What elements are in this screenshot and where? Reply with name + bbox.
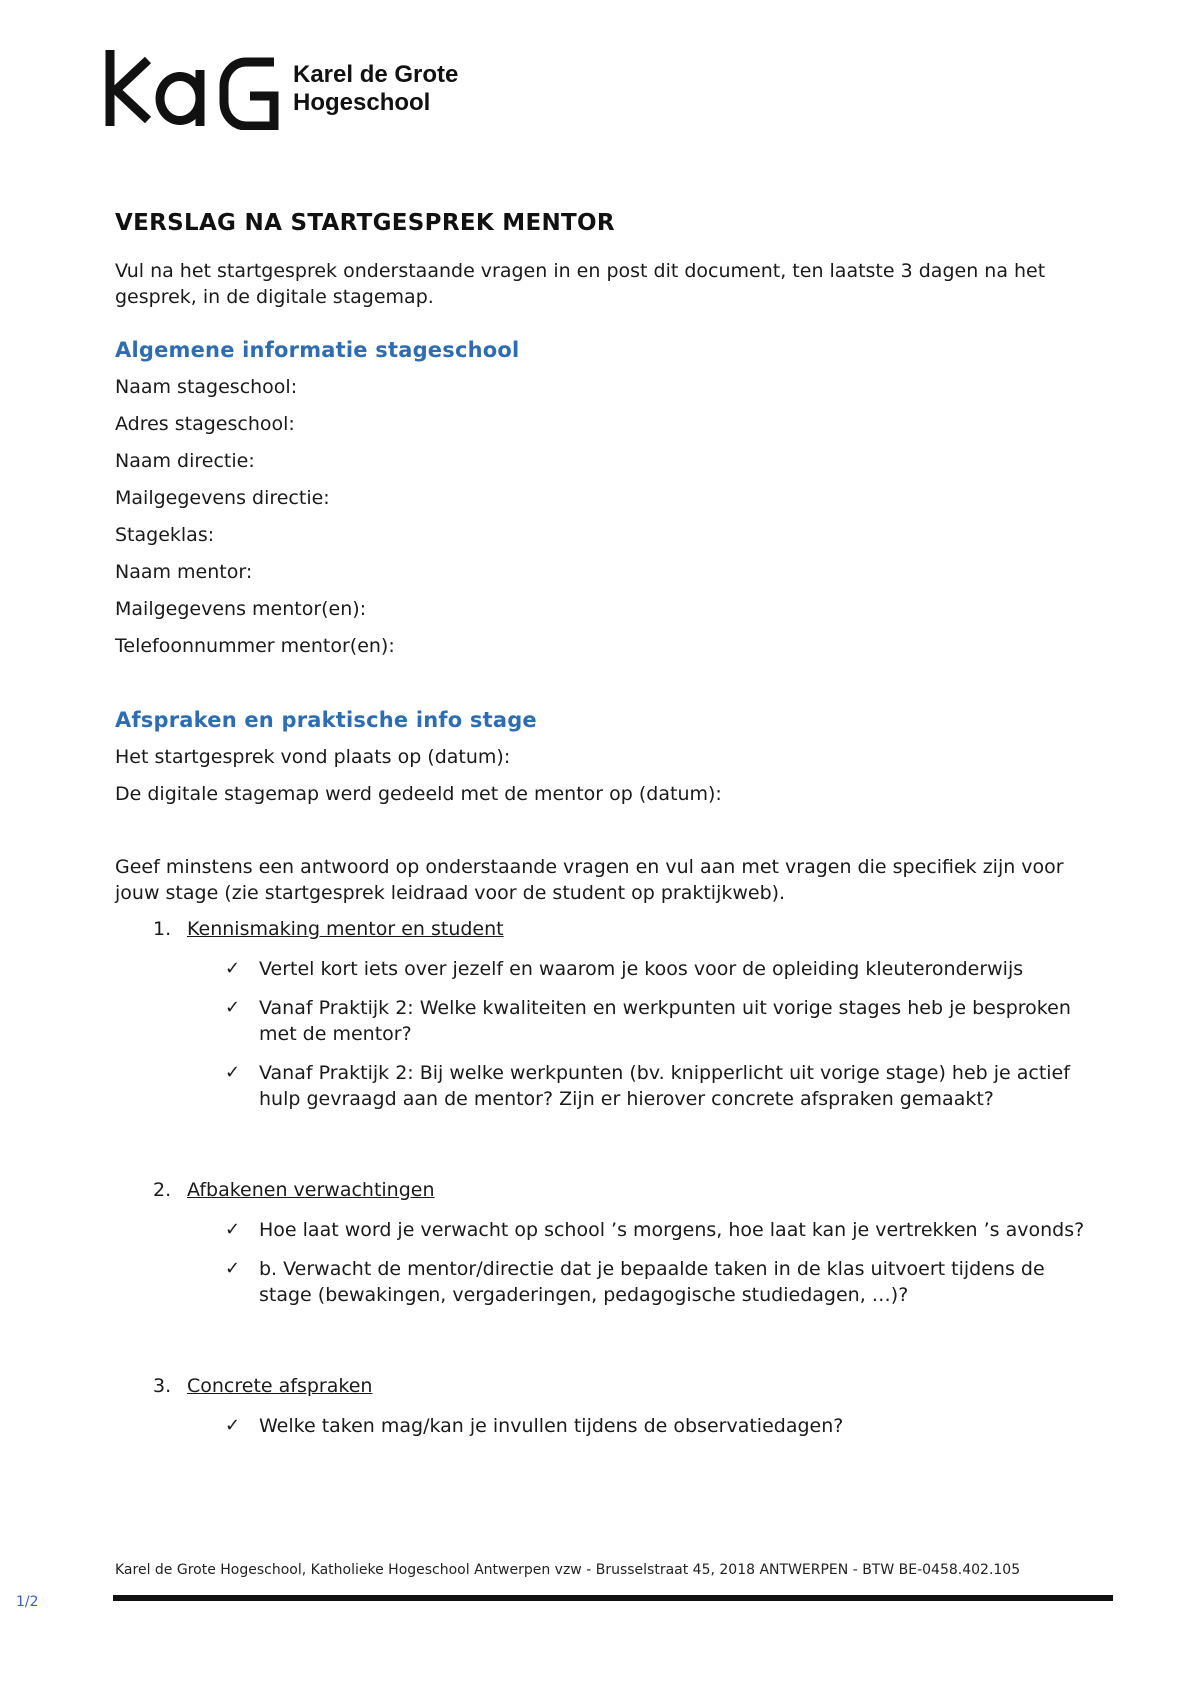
list-item-number: 2. [153, 1179, 172, 1201]
intro-paragraph: Vul na het startgesprek onderstaande vragen in en post dit document, ten laatste 3 dagen na het gesprek, in de digitale stagemap. [115, 260, 1046, 308]
list-item-title: Concrete afspraken [187, 1375, 373, 1397]
checklist-item [225, 1256, 1095, 1308]
checklist-text: Vertel kort iets over jezelf en waarom je koos voor de opleiding kleuteronderwijs [259, 958, 1024, 980]
field-mail-directie: Mailgegevens directie: [115, 487, 330, 509]
check-icon: ✓ [225, 1258, 241, 1279]
field-naam-stageschool: Naam stageschool: [115, 376, 298, 398]
list-item-heading [153, 1373, 1095, 1399]
footer-divider [113, 1595, 1113, 1601]
checklist-item [225, 1060, 1095, 1112]
field-stageklas: Stageklas: [115, 524, 215, 546]
checklist-text: b. Verwacht de mentor/directie dat je bepaalde taken in de klas uitvoert tijdens de stage (bewakingen, vergaderingen, pedagogische studiedagen, …)? [259, 1258, 1045, 1306]
instruction-paragraph: Geef minstens een antwoord op onderstaande vragen en vul aan met vragen die specifiek zijn voor jouw stage (zie startgesprek leidraad voor de student op praktijkweb). [115, 856, 1064, 904]
field-startgesprek-datum: Het startgesprek vond plaats op (datum): [115, 746, 511, 768]
field-adres-stageschool: Adres stageschool: [115, 413, 295, 435]
list-item-title: Afbakenen verwachtingen [187, 1179, 435, 1201]
footer-address: Karel de Grote Hogeschool, Katholieke Hogeschool Antwerpen vzw - Brusselstraat 45, 2018 ANTWERPEN - BTW BE-0458.402.105 [115, 1562, 1021, 1578]
list-item-number: 1. [153, 918, 172, 940]
field-telefoon-mentor: Telefoonnummer mentor(en): [115, 635, 395, 657]
field-naam-directie: Naam directie: [115, 450, 255, 472]
checklist-text: Welke taken mag/kan je invullen tijdens de observatiedagen? [259, 1415, 844, 1437]
checklist-text: Vanaf Praktijk 2: Bij welke werkpunten (bv. knipperlicht uit vorige stage) heb je actief hulp gevraagd aan de mentor? Zijn er hierover concrete afspraken gemaakt? [259, 1062, 1070, 1110]
check-icon: ✓ [225, 1415, 241, 1436]
list-item-title: Kennismaking mentor en student [187, 918, 504, 940]
document-content [115, 210, 1095, 1452]
logo-line2: Hogeschool [293, 89, 431, 116]
page-number: 1/2 [16, 1594, 39, 1610]
checklist-text: Vanaf Praktijk 2: Welke kwaliteiten en werkpunten uit vorige stages heb je besproken met de mentor? [259, 997, 1071, 1045]
logo-line1: Karel de Grote [293, 61, 459, 88]
check-icon: ✓ [225, 1062, 241, 1083]
section-heading-general-info: Algemene informatie stageschool [115, 338, 520, 362]
checklist-item [225, 995, 1095, 1047]
checklist-text: Hoe laat word je verwacht op school ’s morgens, hoe laat kan je vertrekken ’s avonds? [259, 1219, 1085, 1241]
logo-text [293, 61, 458, 117]
check-icon: ✓ [225, 958, 241, 979]
document-title: VERSLAG NA STARTGESPREK MENTOR [115, 210, 615, 236]
checklist-item [225, 956, 1095, 982]
kdg-logo [104, 48, 458, 130]
field-stagemap-gedeeld-datum: De digitale stagemap werd gedeeld met de mentor op (datum): [115, 783, 722, 805]
check-icon: ✓ [225, 997, 241, 1018]
section-heading-afspraken: Afspraken en praktische info stage [115, 708, 537, 732]
checklist-item [225, 1413, 1095, 1439]
field-naam-mentor: Naam mentor: [115, 561, 253, 583]
field-mail-mentor: Mailgegevens mentor(en): [115, 598, 367, 620]
list-item-number: 3. [153, 1375, 172, 1397]
list-item-heading [153, 916, 1095, 942]
checklist-item [225, 1217, 1095, 1243]
list-item-heading [153, 1177, 1095, 1203]
check-icon: ✓ [225, 1219, 241, 1240]
kdg-logo-icon [104, 48, 279, 130]
